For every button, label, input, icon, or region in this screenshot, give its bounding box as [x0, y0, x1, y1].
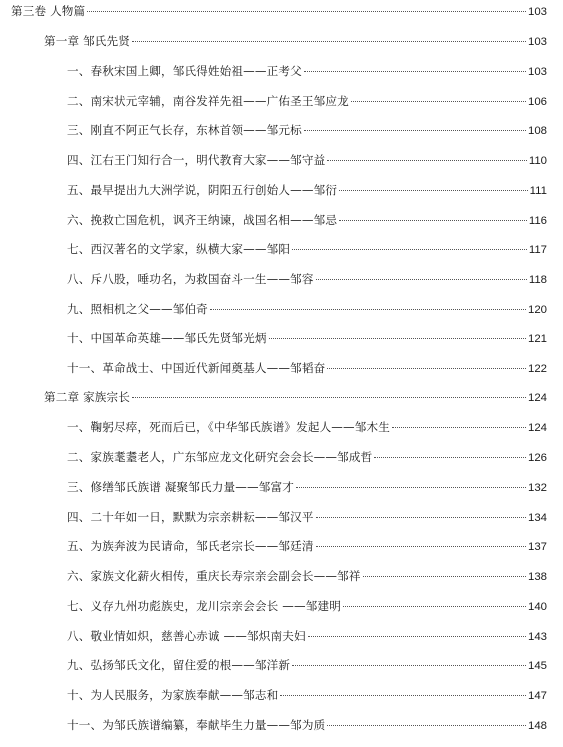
toc-section-entry[interactable] — [67, 687, 547, 704]
dot-leader — [316, 517, 526, 518]
toc-section-entry[interactable] — [67, 212, 547, 229]
toc-entry-title: 第二章 家族宗长 — [44, 390, 131, 404]
dot-leader — [308, 636, 526, 637]
toc-entry-title: 十、为人民服务，为家族奉献——邹志和 — [67, 688, 279, 702]
toc-page-number: 126 — [527, 452, 547, 464]
toc-entry-title: 四、江右王门知行合一，明代教育大家——邹守益 — [67, 153, 326, 167]
dot-leader — [304, 130, 526, 131]
toc-entry-title: 九、弘扬邹氏文化，留住爱的根——邹洋新 — [67, 658, 291, 672]
toc-page-number: 111 — [529, 185, 547, 197]
toc-entry-title: 第三卷 人物篇 — [11, 4, 86, 18]
dot-leader — [339, 220, 527, 221]
toc-page-number: 140 — [527, 601, 547, 613]
toc-page-number: 134 — [527, 512, 547, 524]
toc-section-entry[interactable] — [67, 449, 547, 466]
dot-leader — [316, 279, 527, 280]
toc-page-number: 121 — [527, 333, 547, 345]
toc-entry-title: 一、鞠躬尽瘁，死而后已，《中华邹氏族谱》发起人——邹木生 — [67, 420, 391, 434]
toc-page-number: 148 — [527, 720, 547, 732]
toc-section-entry[interactable] — [67, 63, 547, 80]
dot-leader — [351, 101, 526, 102]
dot-leader — [392, 427, 526, 428]
toc-page-number: 103 — [527, 66, 547, 78]
dot-leader — [87, 11, 526, 12]
toc-entry-title: 五、最早提出九大洲学说，阴阳五行创始人——邹衍 — [67, 183, 338, 197]
toc-section-entry[interactable] — [67, 301, 547, 318]
toc-entry-title: 五、为族奔波为民请命，邹氏老宗长——邹廷清 — [67, 539, 314, 553]
toc-entry-title: 一、春秋宋国上卿，邹氏得姓始祖——正考父 — [67, 64, 302, 78]
toc-section-entry[interactable] — [67, 93, 547, 110]
toc-entry-title: 十一、革命战士、中国近代新闻奠基人——邹韬奋 — [67, 361, 326, 375]
dot-leader — [316, 546, 526, 547]
toc-section-entry[interactable] — [67, 182, 547, 199]
toc-section-entry[interactable] — [67, 717, 547, 734]
dot-leader — [327, 725, 526, 726]
dot-leader — [280, 695, 526, 696]
toc-page-number: 138 — [527, 571, 547, 583]
toc-entry-title: 第一章 邹氏先贤 — [44, 34, 131, 48]
dot-leader — [374, 457, 526, 458]
toc-entry-title: 十、中国革命英雄——邹氏先贤邹光炳 — [67, 331, 267, 345]
toc-page-number: 122 — [527, 363, 547, 375]
toc-page-number: 106 — [527, 96, 547, 108]
toc-section-entry[interactable] — [67, 479, 547, 496]
toc-chapter-entry[interactable] — [44, 33, 547, 50]
dot-leader — [132, 41, 526, 42]
toc-page-number: 143 — [527, 631, 547, 643]
toc-volume-entry[interactable] — [11, 3, 547, 20]
toc-section-entry[interactable] — [67, 241, 547, 258]
toc-page-number: 147 — [527, 690, 547, 702]
toc-section-entry[interactable] — [67, 628, 547, 645]
toc-page-number: 118 — [528, 274, 547, 286]
dot-leader — [269, 338, 526, 339]
toc-page-number: 132 — [527, 482, 547, 494]
toc-section-entry[interactable] — [67, 419, 547, 436]
toc-entry-title: 七、西汉著名的文学家，纵横大家——邹阳 — [67, 242, 291, 256]
toc-section-entry[interactable] — [67, 152, 547, 169]
toc-section-entry[interactable] — [67, 509, 547, 526]
dot-leader — [292, 665, 526, 666]
toc-entry-title: 四、二十年如一日，默默为宗亲耕耘——邹汉平 — [67, 510, 314, 524]
toc-page-number: 116 — [528, 215, 547, 227]
toc-entry-title: 三、修缮邹氏族谱 凝聚邹氏力量——邹富才 — [67, 480, 294, 494]
toc-section-entry[interactable] — [67, 568, 547, 585]
dot-leader — [304, 71, 526, 72]
toc-page-number: 120 — [527, 304, 547, 316]
dot-leader — [292, 249, 527, 250]
toc-entry-title: 二、家族耄耋老人，广东邹应龙文化研究会会长——邹成哲 — [67, 450, 373, 464]
toc-chapter-entry[interactable] — [44, 389, 547, 406]
toc-section-entry[interactable] — [67, 122, 547, 139]
toc-section-entry[interactable] — [67, 360, 547, 377]
toc-page-number: 137 — [527, 541, 547, 553]
toc-entry-title: 七、义存九州功彪族史，龙川宗亲会会长 ——邹建明 — [67, 599, 341, 613]
toc-entry-title: 二、南宋状元宰辅，南谷发祥先祖——广佑圣王邹应龙 — [67, 94, 349, 108]
dot-leader — [339, 190, 528, 191]
toc-page-number: 124 — [527, 422, 547, 434]
toc-entry-title: 六、家族文化薪火相传，重庆长寿宗亲会副会长——邹祥 — [67, 569, 361, 583]
toc-entry-title: 九、照相机之父——邹伯奇 — [67, 302, 208, 316]
toc-section-entry[interactable] — [67, 657, 547, 674]
dot-leader — [296, 487, 526, 488]
toc-page-number: 124 — [527, 392, 547, 404]
dot-leader — [132, 397, 526, 398]
toc-page-number: 108 — [527, 125, 547, 137]
toc-page-number: 145 — [527, 660, 547, 672]
toc-entry-title: 三、刚直不阿正气长存，东林首领——邹元标 — [67, 123, 302, 137]
toc-page-number: 117 — [528, 244, 547, 256]
toc-section-entry[interactable] — [67, 271, 547, 288]
dot-leader — [327, 368, 526, 369]
toc-section-entry[interactable] — [67, 330, 547, 347]
toc-section-entry[interactable] — [67, 598, 547, 615]
dot-leader — [363, 576, 526, 577]
toc-entry-title: 八、斥八股，唾功名，为救国奋斗一生——邹容 — [67, 272, 314, 286]
toc-entry-title: 八、敬业情如炽，慈善心赤诚 ——邹炽南夫妇 — [67, 629, 306, 643]
dot-leader — [327, 160, 526, 161]
toc-entry-title: 六、挽救亡国危机，讽齐王纳谏，战国名相——邹忌 — [67, 213, 338, 227]
toc-page-number: 103 — [527, 6, 547, 18]
dot-leader — [210, 309, 526, 310]
toc-section-entry[interactable] — [67, 538, 547, 555]
toc-page-number: 103 — [527, 36, 547, 48]
dot-leader — [343, 606, 526, 607]
toc-entry-title: 十一、为邹氏族谱编纂，奉献毕生力量——邹为质 — [67, 718, 326, 732]
toc-page-number: 110 — [528, 155, 547, 167]
